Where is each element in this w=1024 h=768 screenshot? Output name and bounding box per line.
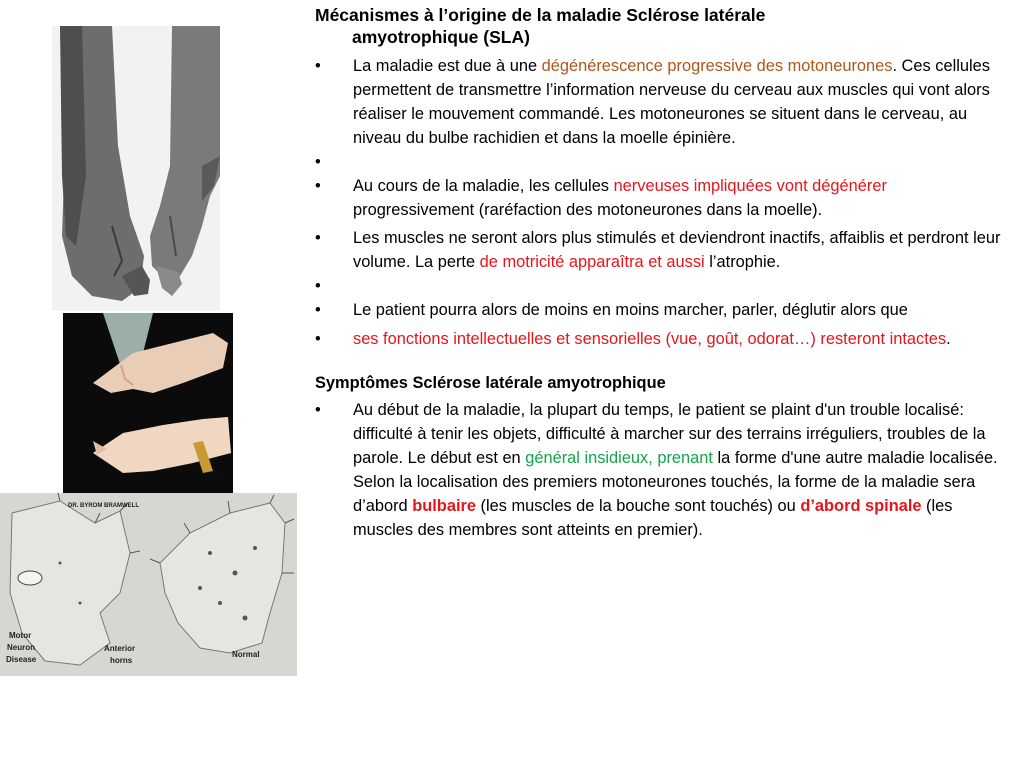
section-heading-symptomes: Symptômes Sclérose latérale amyotrophique [315, 374, 666, 393]
heading-line-2: amyotrophique (SLA) [352, 27, 530, 47]
label-motor: Motor [9, 631, 32, 640]
bold-highlight: bulbaire [412, 496, 476, 515]
highlight-text: général insidieux, prenant [525, 448, 713, 467]
heading-line-1: Mécanismes à l’origine de la maladie Sclérose latérale [315, 5, 766, 25]
symptom-bullets [315, 399, 1005, 542]
spacer [315, 275, 1005, 299]
figure-credit: DR. BYROM BRAMWELL [68, 503, 139, 509]
label-anterior: Anterior [104, 644, 136, 653]
mechanism-bullets [315, 55, 1005, 352]
label-disease: Disease [6, 655, 37, 664]
bold-highlight: d’abord spinale [800, 496, 922, 515]
label-normal: Normal [232, 650, 260, 659]
bullet-item: • Au début de la maladie, la plupart du temps, le patient se plaint d'un trouble localisé: difficulté à tenir les objets, difficulté à marcher sur des terrains irréguliers, troubles de la parole. Le début est en général insidieux, prenant la forme d'une autre maladie localisée. Selon la localisation des premiers motoneurones touchés, la forme de la maladie sera d’abord bulbaire (les muscles de la bouche sont touchés) ou d’abord spinale (les muscles des membres sont atteints en premier). [315, 399, 1005, 542]
highlight-text: dégénérescence progressive des motoneurones [541, 57, 893, 75]
bullet-item: • La maladie est due à une dégénérescence progressive des motoneurones. Ces cellules permettent de transmettre l’information nerveuse du cerveau aux muscles qui vont alors réaliser le mouvement commandé. Les motoneurones se situent dans le cerveau, au niveau du bulbe rachidien et dans la moelle épinière. [315, 55, 1005, 151]
bullet-item: • Les muscles ne seront alors plus stimulés et deviendront inactifs, affaiblis et perdront leur volume. La perte de motricité apparaîtra et aussi l’atrophie. [315, 227, 1005, 275]
label-horns: horns [110, 656, 133, 665]
label-neuron: Neuron [7, 643, 35, 652]
bullet-item: • ses fonctions intellectuelles et sensorielles (vue, goût, odorat…) resteront intactes. [315, 328, 1005, 352]
atrophied-hands-photo [52, 26, 220, 311]
highlight-text: ses fonctions intellectuelles et sensorielles (vue, goût, odorat…) resteront intactes [353, 330, 947, 349]
highlight-text: de motricité apparaîtra et aussi [479, 253, 705, 272]
slide-text [315, 4, 1005, 542]
spinal-cord-section-illustration [0, 493, 297, 676]
wrist-drop-photo [63, 313, 233, 498]
highlight-text: nerveuses impliquées vont dégénérer [613, 176, 887, 195]
bullet-item: • Le patient pourra alors de moins en moins marcher, parler, déglutir alors que [315, 299, 1005, 323]
section-heading-mecanismes [315, 4, 1005, 48]
bullet-item: • Au cours de la maladie, les cellules nerveuses impliquées vont dégénérer progressivement (raréfaction des motoneurones dans la moelle). [315, 175, 1005, 223]
spacer [315, 151, 1005, 175]
